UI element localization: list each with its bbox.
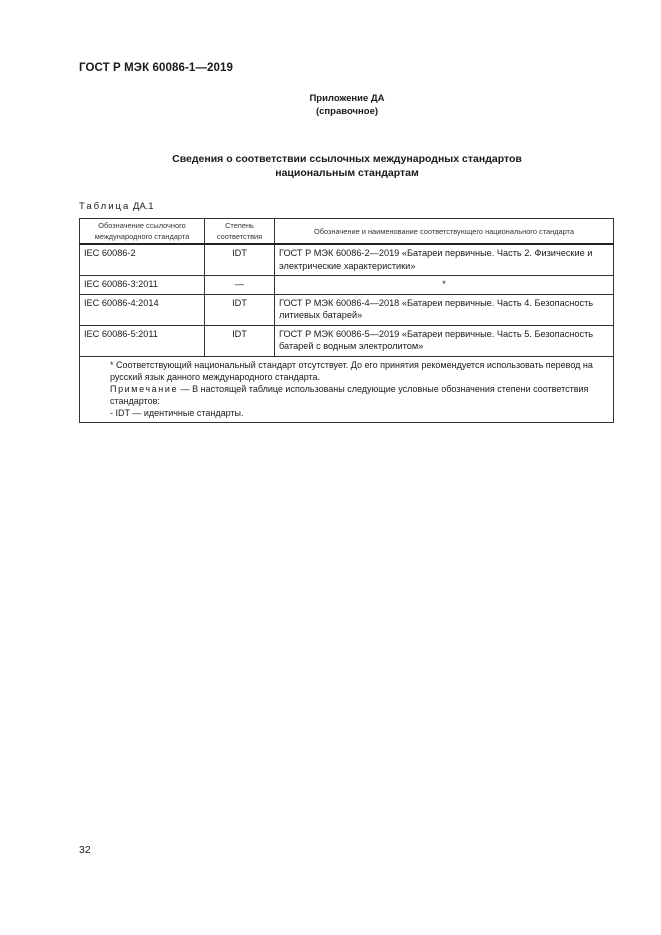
cell-national: ГОСТ Р МЭК 60086-2—2019 «Батареи первичные. Часть 2. Физические и электрические характеристики» — [275, 244, 614, 276]
table-caption-id: ДА.1 — [132, 201, 154, 212]
table-caption-prefix: Таблица — [79, 201, 131, 212]
table-note — [84, 383, 609, 407]
document-code: ГОСТ Р МЭК 60086-1—2019 — [79, 62, 233, 74]
cell-national: ГОСТ Р МЭК 60086-4—2018 «Батареи первичные. Часть 4. Безопасность литиевых батарей» — [275, 294, 614, 325]
cell-degree: — — [205, 276, 275, 295]
table-row — [80, 325, 614, 356]
table-footnote: * Соответствующий национальный стандарт отсутствует. До его принятия рекомендуется использовать перевод на русский язык данного международного стандарта. — [110, 359, 593, 382]
table-note-item: - IDT — идентичные стандарты. — [110, 407, 244, 418]
section-heading-line1: Сведения о соответствии ссылочных международных стандартов — [172, 153, 522, 165]
cell-national: ГОСТ Р МЭК 60086-5—2019 «Батареи первичные. Часть 5. Безопасность батарей с водным электролитом» — [275, 325, 614, 356]
table-header-row — [80, 219, 614, 245]
column-header-national: Обозначение и наименование соответствующего национального стандарта — [275, 219, 614, 245]
table-row — [80, 294, 614, 325]
column-header-degree: Степень соответствия — [205, 219, 275, 245]
cell-national: * — [275, 276, 614, 295]
cell-ref: IEC 60086-3:2011 — [80, 276, 205, 295]
cell-ref: IEC 60086-2 — [80, 244, 205, 276]
appendix-subtitle: (справочное) — [315, 106, 379, 117]
table-row — [80, 276, 614, 295]
cell-ref: IEC 60086-4:2014 — [80, 294, 205, 325]
standards-table — [79, 218, 614, 423]
note-label: Примечание — [110, 383, 179, 394]
note-text: — В настоящей таблице использованы следующие условные обозначения степени соответствия стандартов: — [110, 383, 589, 406]
cell-ref: IEC 60086-5:2011 — [80, 325, 205, 356]
cell-degree: IDT — [205, 244, 275, 276]
page-number: 32 — [79, 844, 91, 856]
section-heading-line2: национальным стандартам — [275, 167, 419, 179]
column-header-ref: Обозначение ссылочного международного стандарта — [80, 219, 205, 245]
appendix-title: Приложение ДА — [309, 93, 385, 104]
table-notes — [80, 356, 614, 422]
table-row — [80, 244, 614, 276]
table-caption — [79, 201, 154, 212]
table-notes-row — [80, 356, 614, 422]
cell-degree: IDT — [205, 294, 275, 325]
cell-degree: IDT — [205, 325, 275, 356]
